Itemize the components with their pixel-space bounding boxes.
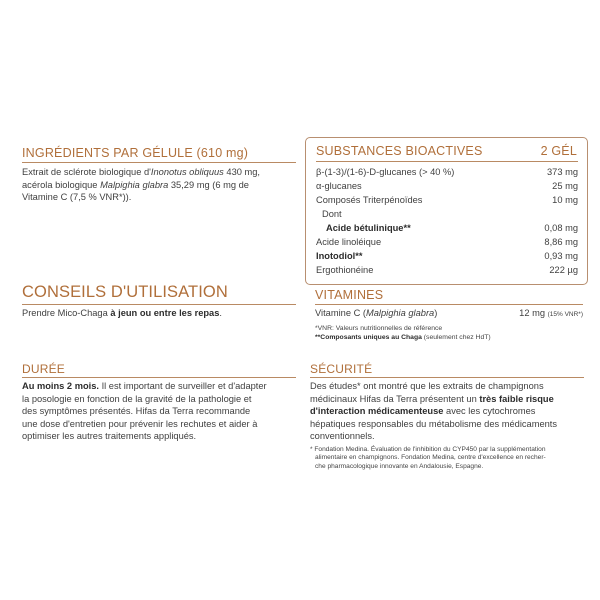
vnr-note: *VNR: Valeurs nutritionnelles de référence <box>315 325 443 332</box>
substance-label: Dont <box>322 209 342 219</box>
ingredients-line1-pre: Extrait de sclérote biologique d' <box>22 167 151 177</box>
substance-value: 10 mg <box>552 195 578 205</box>
substances-box <box>305 137 588 285</box>
ingredients-species-1: Inonotus obliquus <box>150 167 224 177</box>
footnote-line1: * Fondation Medina. Évaluation de l'inhibition du CYP450 par la supplémentation <box>310 446 546 453</box>
conseils-text-bold: à jeun ou entre les repas <box>110 308 220 318</box>
duree-title: DURÉE <box>22 362 66 376</box>
conseils-title: CONSEILS D'UTILISATION <box>22 283 228 301</box>
ingredients-divider <box>22 162 296 163</box>
substance-row <box>316 222 578 234</box>
vitamin-label <box>315 307 437 319</box>
vitamin-label-post: ) <box>434 308 438 318</box>
securite-divider <box>310 377 584 378</box>
vitamins-divider <box>315 304 583 305</box>
duree-divider <box>22 377 296 378</box>
duree-line3: des symptômes présentés. Hifas da Terra recommande <box>22 406 251 417</box>
ingredients-title: INGRÉDIENTS PAR GÉLULE (610 mg) <box>22 146 249 160</box>
conseils-divider <box>22 304 296 305</box>
securite-line5: conventionnels. <box>310 431 375 442</box>
substance-label: Inotodiol** <box>316 251 363 261</box>
duree-bold: Au moins 2 mois. <box>22 381 99 391</box>
securite-footnote <box>310 446 546 471</box>
ingredients-line1-post: 430 mg, <box>223 167 260 177</box>
duree-line2: la posologie en fonction de la gravité de la pathologie et <box>22 393 252 404</box>
securite-line4: hépatiques responsables du métabolisme des médicaments <box>310 418 558 429</box>
substance-row <box>316 236 578 248</box>
substance-value: 373 mg <box>546 167 578 177</box>
substance-row <box>316 166 578 178</box>
substance-row <box>316 264 578 276</box>
conseils-text-pre: Prendre Mico-Chaga <box>22 308 111 318</box>
securite-text <box>310 380 595 443</box>
substance-label: Composés Triterpénoïdes <box>316 195 423 205</box>
chaga-note <box>315 334 491 343</box>
substance-row <box>316 208 578 220</box>
substance-row <box>316 250 578 262</box>
ingredients-line2-pre: acérola biologique <box>22 179 101 190</box>
duree-line5: optimiser les autres traitements appliqués. <box>22 431 197 442</box>
securite-bold-2: d'interaction médicamenteuse <box>310 406 444 417</box>
vitamin-vnr: (15% VNR*) <box>547 311 583 318</box>
duree-text <box>22 380 302 443</box>
conseils-text-post: . <box>219 308 222 318</box>
securite-line1: Des études* ont montré que les extraits de champignons <box>310 381 544 391</box>
duree-line4: une dose d'entretien pour prévenir les rechutes et aider à <box>22 418 258 429</box>
substances-divider <box>316 161 578 162</box>
substance-value: 222 µg <box>549 265 578 275</box>
substance-label: β-(1-3)/(1-6)-D-glucanes (> 40 %) <box>316 167 455 177</box>
footnote-line2: alimentaire en champignons. Fondation Medina, centre d'excellence en recher- <box>315 454 546 462</box>
substance-label: Acide bétulinique** <box>326 223 411 233</box>
ingredients-text <box>22 166 298 204</box>
vitamin-value: 12 mg <box>519 308 545 318</box>
duree-line1: Il est important de surveiller et d'adapter <box>98 381 267 391</box>
substances-dose: 2 GÉL <box>540 144 577 158</box>
chaga-note-bold: **Composants uniques au Chaga <box>315 334 422 341</box>
substance-row <box>316 180 578 192</box>
ingredients-line2-post: 35,29 mg (6 mg de <box>168 179 249 190</box>
vitamin-label-pre: Vitamine C ( <box>315 308 366 318</box>
footnote-line3: che pharmacologique innovante en Andalousie, Espagne. <box>315 462 484 470</box>
ingredients-species-2: Malpighia glabra <box>100 179 169 190</box>
securite-line2: médicinaux Hifas da Terra présentent un <box>310 393 480 404</box>
substance-label: Ergothionéine <box>316 265 374 275</box>
substance-value: 25 mg <box>552 181 578 191</box>
vitamins-title: VITAMINES <box>315 288 384 302</box>
substance-value: 0,93 mg <box>544 251 578 261</box>
vitamin-species: Malpighia glabra <box>365 308 435 318</box>
substance-row <box>316 194 578 206</box>
substance-value: 0,08 mg <box>544 223 578 233</box>
chaga-note-rest: (seulement chez HdT) <box>421 334 491 341</box>
securite-line3: avec les cytochromes <box>443 406 536 417</box>
vitamin-row <box>315 307 583 319</box>
substances-title: SUBSTANCES BIOACTIVES <box>316 144 483 158</box>
securite-title: SÉCURITÉ <box>310 362 373 376</box>
ingredients-line3: Vitamine C (7,5 % VNR*)). <box>22 192 132 203</box>
securite-bold-1: très faible risque <box>479 393 554 404</box>
vitamin-value-group <box>519 307 583 321</box>
substance-label: α-glucanes <box>316 181 362 191</box>
substance-label: Acide linoléique <box>316 237 382 247</box>
substance-value: 8,86 mg <box>544 237 578 247</box>
conseils-text <box>22 307 222 320</box>
